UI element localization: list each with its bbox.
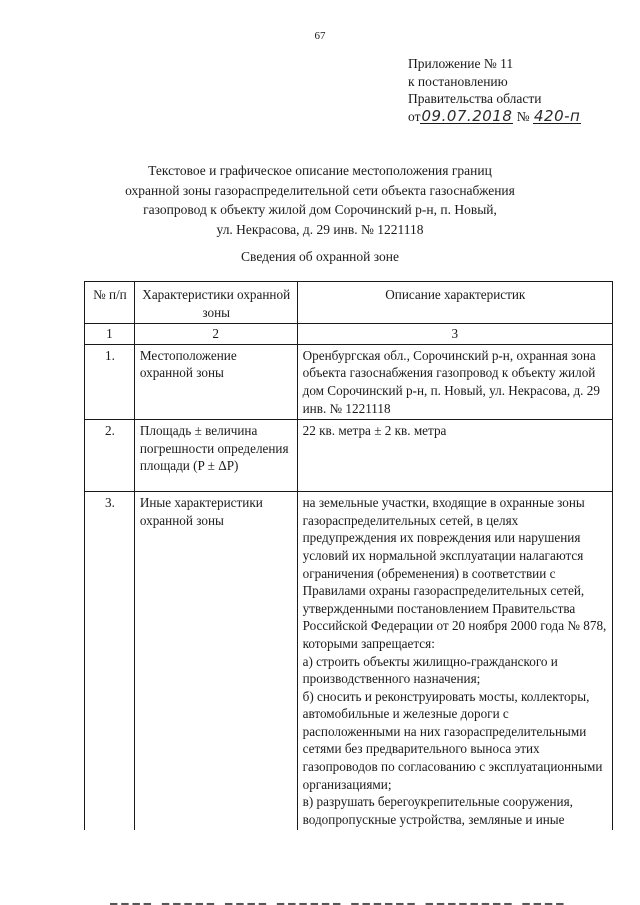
title-line-1: Текстовое и графическое описание местоположения границ — [148, 163, 492, 178]
number-prefix: № — [516, 108, 530, 124]
page-number: 67 — [314, 30, 326, 42]
restriction-item: в) разрушать берегоукрепительные сооружения, водопропускные устройства, земляные и иные — [302, 794, 573, 827]
appendix-line-2: к постановлению — [408, 73, 508, 89]
appendix-date-line — [408, 108, 581, 126]
row-num: 1. — [85, 344, 135, 419]
row-description: Оренбургская обл., Сорочинский р-н, охранная зона объекта газоснабжения газопровод к объекту жилой дом Сорочинский р-н, п. Новый, ул. Некрасова, д. 29 инв. № 1221118 — [297, 344, 612, 419]
appendix-line-3: Правительства области — [408, 91, 542, 106]
row-description: на земельные участки, входящие в охранные зоны газораспределительных сетей, в целях предупреждения их повреждения или нарушения условий их нормальной эксплуатации налагаются ограничения (обременения) в соответствии с Правилами охраны газораспределительных сетей, утвержденными постановлением Правительства Российской Федерации от 20 ноября 2000 года № 878, которыми запрещается: — [302, 495, 607, 651]
row-description: 22 кв. метра ± 2 кв. метра — [297, 420, 612, 492]
column-number: 2 — [134, 324, 297, 345]
column-number-row — [85, 324, 613, 345]
restriction-item: б) сносить и реконструировать мосты, коллекторы, автомобильные и железные дороги с расположенными на них газораспределительными сетями без предварительного выноса этих газопроводов по согласованию с эксплуатационными организациями; — [302, 688, 603, 792]
column-number: 1 — [85, 324, 135, 345]
column-number: 3 — [297, 324, 612, 345]
cut-off-next-line: ━━━━ ━━━━━ ━━━━ ━━━━━━ ━━━━━━ ━━━━━━━━ ━━━━ — [110, 897, 568, 905]
document-title — [0, 161, 640, 239]
table-row — [85, 420, 613, 492]
section-subtitle: Сведения об охранной зоне — [241, 249, 399, 264]
table-row — [85, 344, 613, 419]
row-num: 3. — [85, 492, 135, 831]
title-line-4: ул. Некрасова, д. 29 инв. № 1221118 — [216, 221, 424, 237]
header-characteristic: Характеристики охранной зоны — [134, 282, 297, 324]
row-characteristic: Площадь ± величина погрешности определения площади (P ± ΔP) — [134, 420, 297, 492]
restriction-item: а) строить объекты жилищно-гражданского и производственного назначения; — [302, 653, 558, 687]
zone-info-table — [84, 281, 613, 830]
row-characteristic: Местоположение охранной зоны — [134, 344, 297, 419]
row-characteristic: Иные характеристики охранной зоны — [134, 492, 297, 831]
title-line-2: охранной зоны газораспределительной сети объекта газоснабжения — [125, 182, 515, 198]
date-prefix: от — [408, 108, 421, 124]
header-num: № п/п — [85, 282, 135, 324]
table-row — [85, 492, 613, 831]
title-line-3: газопровод к объекту жилой дом Сорочинский р-н, п. Новый, — [143, 202, 497, 217]
row-num: 2. — [85, 420, 135, 492]
appendix-block — [408, 55, 581, 125]
table-header-row — [85, 282, 613, 324]
handwritten-date: 09.07.2018 — [421, 106, 513, 125]
row-description-cell — [297, 492, 612, 831]
header-description: Описание характеристик — [297, 282, 612, 324]
handwritten-number: 420-п — [534, 106, 581, 125]
appendix-line-1: Приложение № 11 — [408, 56, 514, 71]
